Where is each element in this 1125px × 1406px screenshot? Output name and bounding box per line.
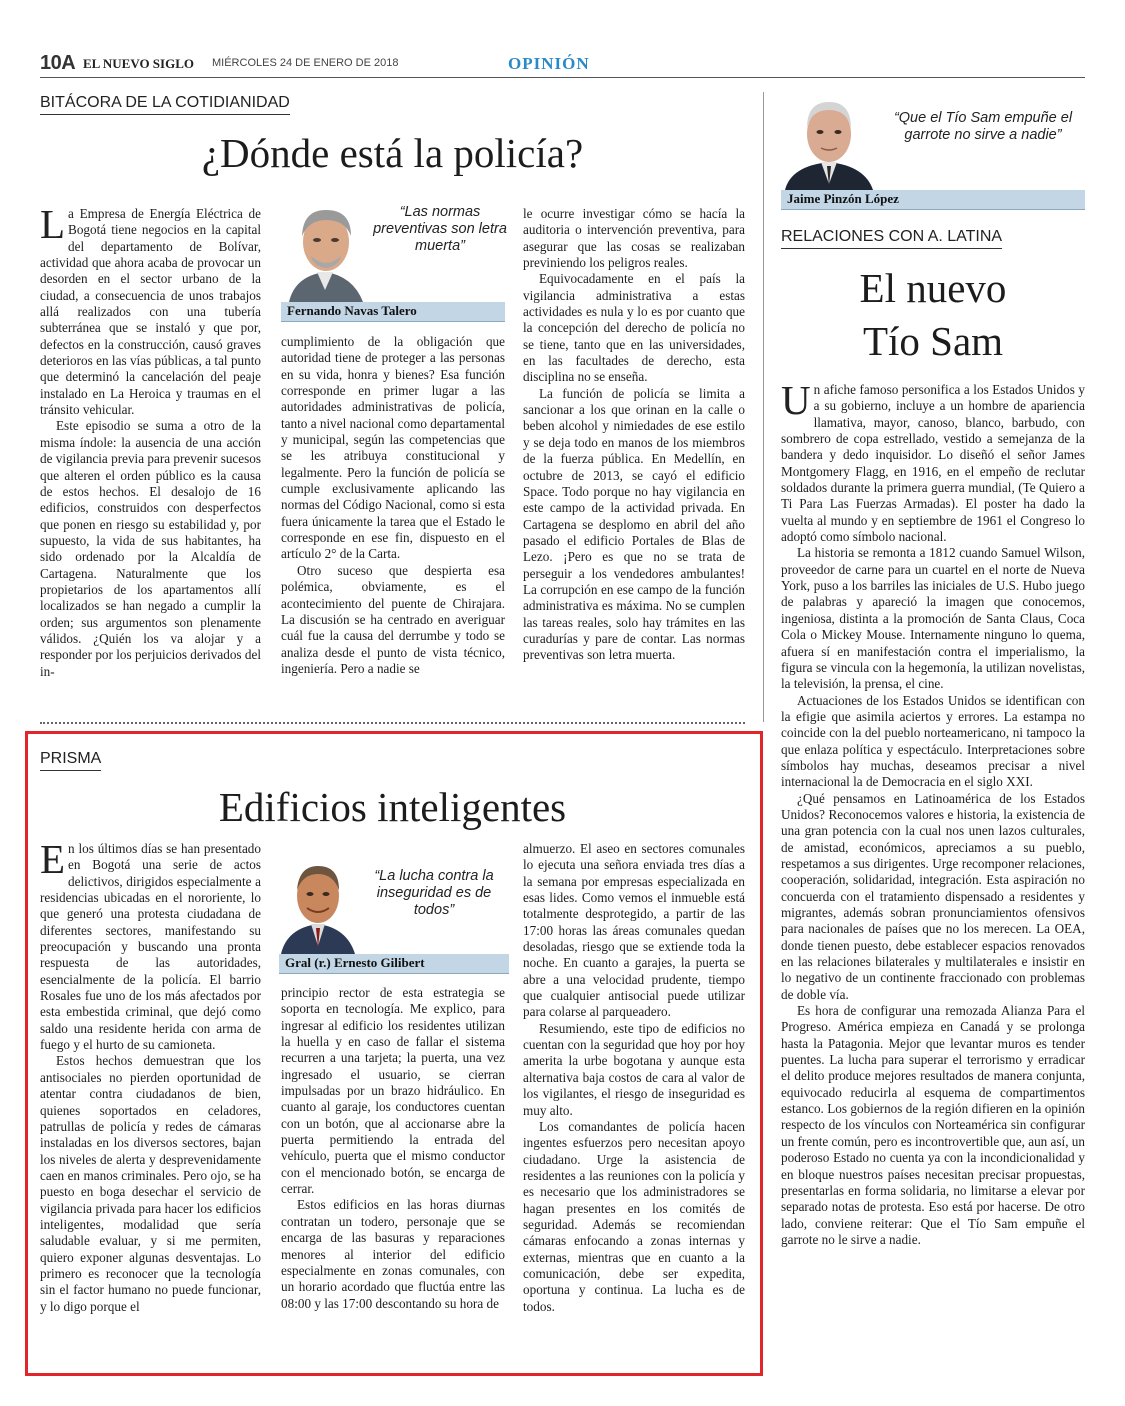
headline-line: Tío Sam	[862, 318, 1004, 364]
article3-author-name: Jaime Pinzón López	[781, 190, 1085, 210]
article1-column-2	[281, 334, 505, 696]
article2-author-name: Gral (r.) Ernesto Gilibert	[279, 954, 509, 974]
article2-pullquote: “La lucha contra la inseguridad es de todos”	[374, 868, 494, 918]
headline-line: El nuevo	[859, 265, 1007, 311]
page-number: 10A	[40, 52, 76, 74]
paragraph: almuerzo. El aseo en sectores comunales lo ejecuta una señora enviada tres días a la semana por empresas especializada en esas lides. Como vemos el inmueble está totalmente desprotegido, a partir de las 17:00 horas las áreas comunales quedan desoladas, riesgo que se extiende toda la noche. En cuanto a garajes, la puerta se abre a una velocidad prudente, tiempo que cualquier antisocial puede utilizar para colarse al parqueadero.	[523, 841, 745, 1020]
author-portrait-image	[281, 198, 371, 302]
issue-date: MIÉRCOLES 24 DE ENERO DE 2018	[212, 57, 399, 69]
article3-headline	[781, 262, 1085, 368]
article3-kicker: RELACIONES CON A. LATINA	[781, 228, 1002, 249]
dropcap: L	[40, 206, 66, 247]
newspaper-name: EL NUEVO SIGLO	[83, 56, 194, 71]
column-divider	[763, 92, 764, 722]
paragraph: ¿Qué pensamos en Latinoamérica de los Estados Unidos? Reconocemos valores e historia, la existencia de una gran potencia con la cual nos unen lazos culturales, de amistad, económicos, apreciamos a su pueblo, respetamos a sus dirigentes. Urge recomponer relaciones, cooperación, solidaridad, integración. Esta aspiración no concuerda con el tratamiento dispensado a residentes y migrantes, además sobran pronunciamientos ofensivos para nacionales de países que no los merecen. La OEA, donde tienen puesto, debe establecer espacios renovados en las relaciones bilaterales y multilaterales e insistir en lo negativo de un continente fraccionado con problemas de doble vía.	[781, 790, 1085, 1002]
paragraph: cumplimiento de la obligación que autoridad tiene de proteger a las personas en su vida, honra y bienes? Esa función corresponde en primer lugar a las autoridades administrativas de policía, tanto a nivel nacional como departamental y municipal, según las competencias que se les atribuya constitucional y legalmente. Pero la función de policía se cumple exclusivamente aplicando las normas del Código Nacional, como si esta fuera únicamente la tarea que el Estado le corresponde en ese fin, dispuesto en el artículo 2° de la Carta.	[281, 334, 505, 562]
article1-headline: ¿Dónde está la policía?	[201, 130, 584, 176]
article3-body	[781, 382, 1085, 1346]
paragraph: n los últimos días se han presentado en Bogotá una serie de actos delictivos, dirigidos especialmente a residencias ubicadas en el nororiente, lo que generó una protesta ciudadana de diferentes sectores, manifestando su preocupación y buscando una pronta respuesta de las autoridades, esencialmente de la policía. El barrio Rosales fue uno de los más afectados por esta embestida criminal, que dejó como saldo una residente herida con arma de fuego y el hurto de su camioneta.	[40, 841, 261, 1053]
paragraph: n afiche famoso personifica a los Estados Unidos y a su gobierno, incluye a un hombre de apariencia llamativa, mayor, canoso, blanco, barbudo, con sombrero de copa estrellado, vestido a semejanza de la bandera y dedo inquisidor. Lo diseñó el señor James Montgomery Flagg, en 1916, en el empeño de reclutar soldados durante la primera guerra mundial, (Te Quiero a Ti Para Las Fuerzas Armadas). El poster ha dado la vuelta al mundo y en septiembre de 1961 el Congreso lo adoptó como símbolo nacional.	[781, 382, 1085, 545]
article1-pullquote: “Las normas preventivas son letra muerta”	[373, 204, 507, 254]
paragraph: Estos hechos demuestran que los antisociales no pierden oportunidad de atentar contra ciudadanos de bien, quienes soportados en celadores, patrullas de policía y redes de cámaras instaladas en los diversos sectores, bajan los niveles de alerta y desprevenidamente caen en manos criminales. Pero ojo, se ha puesto en boga desechar el servicio de vigilancia privada para hacer los edificios inteligentes, modalidad que sería saludable evaluar, y si me permiten, quiero exponer algunas desventajas. Lo primero es reconocer que la tecnología sin el factor humano no puede funcionar, y lo digo porque el	[40, 1053, 261, 1314]
article1-column-1	[40, 206, 261, 698]
article1-author-name: Fernando Navas Talero	[281, 302, 505, 322]
article1-kicker: BITÁCORA DE LA COTIDIANIDAD	[40, 94, 290, 115]
paragraph: Resumiendo, este tipo de edificios no cuentan con la seguridad que hoy por hoy amerita la urbe bogotana y aunque esta alternativa baja costos de cara al valor de los vigilantes, el riesgo de inseguridad es muy alto.	[523, 1020, 745, 1118]
paragraph: Actuaciones de los Estados Unidos se identifican con la efigie que asimila aciertos y errores. La estampa no coincide con la del pueblo norteamericano, ni tampoco la que enlaza política y espectáculo. Interpretaciones sobre símbolos hay muchas, deseamos precisar a nivel internacional la de Democracia en el siglo XXI.	[781, 692, 1085, 790]
article2-column-3	[523, 841, 745, 1351]
paragraph: principio rector de esta estrategia se soporta en tecnología. Me explico, para ingresar al edificio los residentes utilizan la huella y en caso de fallar el sistema recurren a una tarjeta; la puerta, una vez ingresado el usuario, se cierran impulsadas por un brazo hidráulico. En cuanto al garaje, los conductores cuentan con un botón, que al accionarse abre la puerta permitiendo la entrada del vehículo, puerta que el mismo conductor con el mencionado botón, se encarga de cerrar.	[281, 985, 505, 1197]
author-portrait-image	[279, 856, 357, 954]
paragraph: Los comandantes de policía hacen ingentes esfuerzos pero necesitan apoyo ciudadano. Urge la asistencia de residentes a las reuniones con la policía y es necesario que los administradores se hagan presentes en los comités de seguridad. Además se recomiendan cámaras enfocando a zonas internas y externas, mientras que en cuanto a la comunicación, debe ser expedita, oportuna y continua. La lucha es de todos.	[523, 1118, 745, 1314]
article2-column-2	[281, 985, 505, 1351]
paragraph: le ocurre investigar cómo se hacía la auditoria o intervención preventiva, para asegurar que las cosas se realizaban previniendo los peligros reales.	[523, 206, 745, 271]
article3-author-box	[781, 94, 1085, 210]
paragraph: Es hora de configurar una remozada Alianza Para el Progreso. América empieza en Canadá y se prolonga hasta la Patagonia. Mejor que levantar muros es tender puentes. La lucha para superar el terrorismo y erradicar el delito produce mejores resultados de manera conjunta, equivocado reducirla al esquema de compartimentos estanco. Los gobiernos de la región difieren en la opinión respecto de los vínculos con Norteamérica sin configurar un frente común, pero es incontrovertible que, aun así, un poderoso Estado no cuenta ya con la incondicionalidad y en bloque nuestros países necesitan precisar propuestas, presentarlas en forma solidaria, no limitarse a elevar por separado notas de protesta. Eso está por hacerse. De otro lado, conviene reiterar: Que el Tío Sam empuñe el garrote no le sirve a nadie.	[781, 1003, 1085, 1247]
section-divider	[40, 722, 745, 724]
article2-headline: Edificios inteligentes	[218, 784, 567, 830]
paragraph: Este episodio se suma a otro de la misma índole: la ausencia de una acción de vigilancia previa para prevenir sucesos que alteren el orden público es la causa de estos hechos. El desalojo de 16 edificios, construidos con desperfectos que ponen en riesgo su estabilidad y, por supuesto, la vida de sus habitantes, ha sido ordenado por la Alcaldía de Cartagena. Naturalmente que los propietarios de los apartamentos allí localizados se han negado a cumplir la orden; sus argumentos son plenamente válidos. ¿Quién los va alojar y a responder por los perjuicios derivados del in-	[40, 418, 261, 679]
paragraph: Estos edificios en las horas diurnas contratan un todero, personaje que se encarga de las basuras y reparaciones menores al interior del edificio especialmente en zonas comunales, con un horario acordado que fluctúa entre las 08:00 y las 17:00 descontando su hora de	[281, 1197, 505, 1311]
article1-column-3	[523, 206, 745, 698]
article2-kicker: PRISMA	[40, 750, 101, 771]
article2-author-box	[279, 856, 509, 972]
page-header	[40, 52, 1085, 78]
author-portrait-image	[781, 94, 877, 190]
dropcap: U	[781, 382, 811, 423]
paragraph: Otro suceso que despierta esa polémica, obviamente, es el acontecimiento del puente de Chirajara. La discusión se ha centrado en averiguar cuál fue la causa del derrumbe y todo se analiza desde el punto de vista técnico, ingeniería. Pero a nadie se	[281, 562, 505, 676]
section-title: OPINIÓN	[508, 54, 590, 73]
paragraph: La función de policía se limita a sancionar a los que orinan en la calle o beben alcohol y nimiedades de ese estilo y se deja todo en manos de los miembros de la fuerza pública. En Medellín, en octubre de 2013, se cayó el edificio Space. Todo porque no hay vigilancia en este campo de la actividad privada. En Cartagena se desplomo en abril del año pasado el edificio Portales de Blas de Lezo. ¡Pero es que no se trata de perseguir a los vendedores ambulantes! La corrupción en ese campo de la función administrativa es máxima. No se cumplen las tareas reales, solo hay trámites en las curadurías y pare de contar. Las normas preventivas son letra muerta.	[523, 385, 745, 663]
article1-author-box	[281, 198, 505, 320]
paragraph: La historia se remonta a 1812 cuando Samuel Wilson, proveedor de carne para un cuartel en el norte de Nueva York, puso a los barriles las iniciales de U.S. Hubo juego de palabras y apareció la imagen que conocemos, ingeniosa, distinta a la promoción de Santa Claus, Coca Cola o Mickey Mouse. Internamente ninguno lo quema, afuera sí en manifestación contra el imperialismo, la figura se vincula con la hegemonía, la utilizan novelistas, la televisión, la prensa, el cine.	[781, 545, 1085, 692]
paragraph: Equivocadamente en el país la vigilancia administrativa a estas actividades es nula y lo es por cuanto que la concepción del derecho de policía no se tiene, tanto que en las universidades, en las facultades de derecho, esta disciplina no se enseña.	[523, 271, 745, 385]
paragraph: a Empresa de Energía Eléctrica de Bogotá tiene negocios en la capital del departamento de Bolívar, actividad que ahora acaba de provocar un desorden en el sector urbano de la ciudad, a consecuencia de unos trabajos allá realizados con una tubería subterránea que se instaló y que por, defectos en la construcción, causó graves deterioros en las vías públicas, a tal punto que determinó la cancelación del peaje instalado en La Heroica y traumas en el tránsito vehicular.	[40, 206, 261, 418]
dropcap: E	[40, 841, 66, 882]
article3-pullquote: “Que el Tío Sam empuñe el garrote no sirve a nadie”	[893, 110, 1073, 143]
article2-column-1	[40, 841, 261, 1351]
